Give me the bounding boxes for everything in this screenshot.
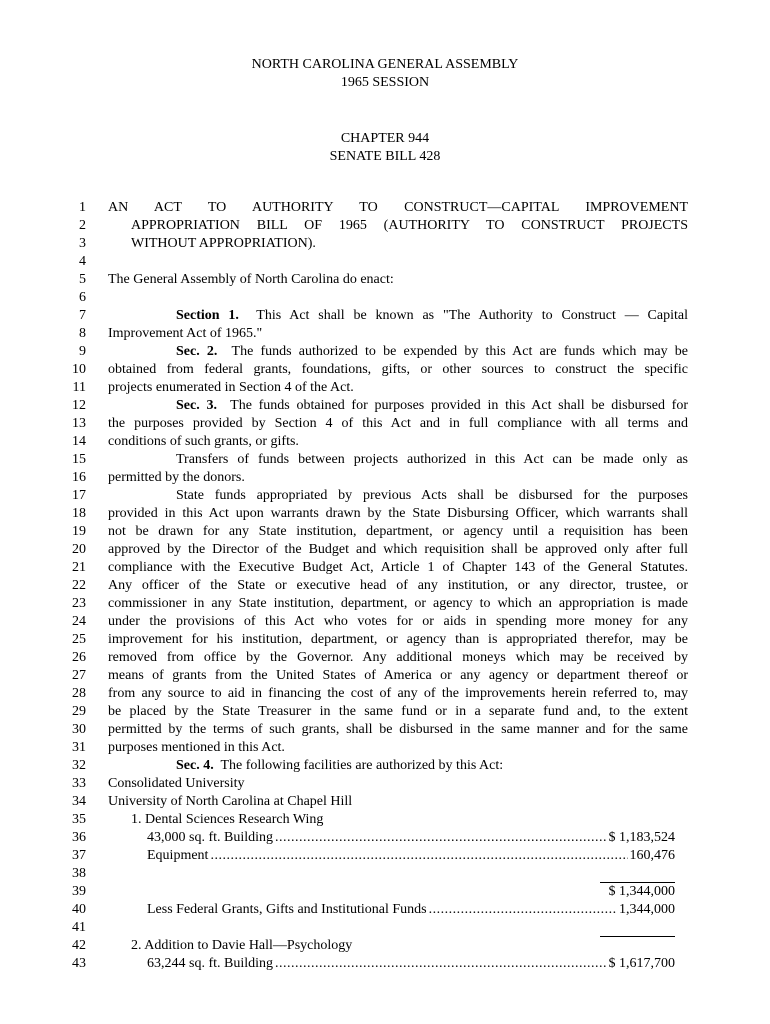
- blank-line: [108, 289, 688, 307]
- line-number: 10: [72, 362, 86, 377]
- act-title-line: APPROPRIATION BILL OF 1965 (AUTHORITY TO CONSTRUCT PROJECTS: [131, 218, 688, 233]
- line-number: 40: [72, 902, 86, 917]
- section-text: approved by the Director of the Budget and which requisition shall be approved only after full: [108, 542, 688, 557]
- section-2: [108, 343, 688, 361]
- budget-row: [108, 901, 675, 919]
- section-text: provided in this Act upon warrants drawn by the State Disbursing Officer, which warrants shall: [108, 506, 688, 521]
- act-title-line: AN ACT TO AUTHORITY TO CONSTRUCT—CAPITAL IMPROVEMENT: [108, 200, 688, 215]
- project-title: 2. Addition to Davie Hall—Psychology: [131, 938, 353, 953]
- line-number: 17: [72, 488, 86, 503]
- section-text: permitted by the donors.: [108, 470, 245, 485]
- blank-line: [108, 253, 688, 271]
- line-number: 35: [72, 812, 86, 827]
- dot-leader: [210, 847, 627, 865]
- section-text: under the provisions of this Act who votes for or aids in spending more money for any: [108, 614, 688, 629]
- section-text: State funds appropriated by previous Acts shall be disbursed for the purposes: [176, 488, 688, 503]
- project-title: 1. Dental Sciences Research Wing: [131, 812, 324, 827]
- line-number: 33: [72, 776, 86, 791]
- total-rule: [600, 865, 675, 883]
- chapter-title: CHAPTER 944: [340, 131, 430, 146]
- section-text: permitted by the terms of such grants, shall be disbursed in the same manner and for the same: [108, 722, 688, 737]
- line-number: 9: [79, 344, 86, 359]
- line-number: 12: [72, 398, 86, 413]
- line-number: 18: [72, 506, 86, 521]
- line-number: 30: [72, 722, 86, 737]
- line-number: 34: [72, 794, 86, 809]
- session-title: 1965 SESSION: [340, 75, 430, 90]
- section-text: be placed by the State Treasurer in the same fund or in a separate fund and, to the extent: [108, 704, 688, 719]
- line-number: 11: [72, 380, 86, 395]
- section-text: Transfers of funds between projects authorized in this Act can be made only as: [176, 452, 688, 467]
- line-number: 7: [79, 308, 86, 323]
- total-rule-row: [108, 865, 675, 883]
- dot-leader: [275, 829, 606, 847]
- section-label: Sec. 2.: [176, 344, 218, 359]
- line-number: 21: [72, 560, 86, 575]
- section-text: projects enumerated in Section 4 of the Act.: [108, 380, 354, 395]
- line-number: 4: [79, 254, 86, 269]
- section-text: Any officer of the State or executive head of any institution, or any director, trustee, or: [108, 578, 688, 593]
- budget-label: 63,244 sq. ft. Building: [147, 956, 274, 971]
- section-4: [108, 757, 688, 775]
- section-text: from any source to aid in financing the cost of any of the improvements herein referred to, may: [108, 686, 688, 701]
- total-rule: [600, 919, 675, 937]
- section-text: conditions of such grants, or gifts.: [108, 434, 299, 449]
- line-number: 32: [72, 758, 86, 773]
- line-number: 3: [79, 236, 86, 251]
- section-text: The funds authorized to be expended by this Act are funds which may be: [231, 344, 688, 359]
- line-number: 27: [72, 668, 86, 683]
- line-number: 26: [72, 650, 86, 665]
- line-number: 13: [72, 416, 86, 431]
- total-rule-row: [108, 919, 675, 937]
- section-text: the purposes provided by Section 4 of this Act and in full compliance with all terms and: [108, 416, 688, 431]
- act-title-line: WITHOUT APPROPRIATION).: [131, 236, 316, 251]
- line-number: 16: [72, 470, 86, 485]
- budget-amount: 1,344,000: [619, 902, 675, 917]
- budget-amount: $ 1,183,524: [608, 830, 675, 845]
- line-number: 43: [72, 956, 86, 971]
- section-text: compliance with the Executive Budget Act, Article 1 of Chapter 143 of the General Statutes.: [108, 560, 688, 575]
- line-number: 25: [72, 632, 86, 647]
- line-number: 6: [79, 290, 86, 305]
- line-number: 14: [72, 434, 86, 449]
- line-number: 29: [72, 704, 86, 719]
- line-number: 39: [72, 884, 86, 899]
- line-number: 19: [72, 524, 86, 539]
- line-number-gutter: [50, 199, 86, 973]
- budget-total: $ 1,344,000: [608, 884, 675, 899]
- line-number: 8: [79, 326, 86, 341]
- budget-amount: $ 1,617,700: [608, 956, 675, 971]
- section-label: Section 1.: [176, 308, 239, 323]
- budget-amount: 160,476: [629, 848, 675, 863]
- line-number: 2: [79, 218, 86, 233]
- campus-heading: University of North Carolina at Chapel Hill: [108, 794, 353, 809]
- line-number: 31: [72, 740, 86, 755]
- section-text: improvement for his institution, department, or agency than is appropriated therefor, may be: [108, 632, 688, 647]
- line-number: 38: [72, 866, 86, 881]
- line-number: 23: [72, 596, 86, 611]
- budget-row: [108, 829, 675, 847]
- section-text: commissioner in any State institution, department, or agency to which an appropriation is made: [108, 596, 688, 611]
- line-number: 37: [72, 848, 86, 863]
- document-body: [108, 199, 688, 973]
- section-label: Sec. 3.: [176, 398, 217, 413]
- enacting-clause: The General Assembly of North Carolina do enact:: [108, 272, 394, 287]
- section-text: not be drawn for any State institution, department, or agency until a requisition has been: [108, 524, 688, 539]
- line-number: 28: [72, 686, 86, 701]
- line-number: 24: [72, 614, 86, 629]
- bill-title: SENATE BILL 428: [329, 149, 441, 164]
- budget-row: [108, 847, 675, 865]
- section-text: Improvement Act of 1965.": [108, 326, 263, 341]
- section-text: obtained from federal grants, foundations, gifts, or other sources to construct the specific: [108, 362, 688, 377]
- budget-label: 43,000 sq. ft. Building: [147, 830, 274, 845]
- line-number: 36: [72, 830, 86, 845]
- line-number: 42: [72, 938, 86, 953]
- section-label: Sec. 4.: [176, 758, 214, 773]
- section-text: The funds obtained for purposes provided in this Act shall be disbursed for: [230, 398, 688, 413]
- budget-row: [108, 955, 675, 973]
- section-3: [108, 397, 688, 415]
- assembly-title: NORTH CAROLINA GENERAL ASSEMBLY: [251, 57, 519, 72]
- dot-leader: [429, 901, 617, 919]
- budget-label: Equipment: [147, 848, 209, 863]
- section-1: [108, 307, 688, 325]
- section-text: purposes mentioned in this Act.: [108, 740, 285, 755]
- line-number: 20: [72, 542, 86, 557]
- line-number: 1: [79, 200, 86, 215]
- line-number: 41: [72, 920, 86, 935]
- budget-label: Less Federal Grants, Gifts and Institutional Funds: [147, 902, 427, 917]
- line-number: 15: [72, 452, 86, 467]
- section-text: This Act shall be known as "The Authority to Construct — Capital: [256, 308, 688, 323]
- section-text: The following facilities are authorized by this Act:: [220, 758, 504, 773]
- line-number: 22: [72, 578, 86, 593]
- section-text: removed from office by the Governor. Any additional moneys which may be received by: [108, 650, 688, 665]
- line-number: 5: [79, 272, 86, 287]
- dot-leader: [275, 955, 606, 973]
- institution-heading: Consolidated University: [108, 776, 245, 791]
- section-text: means of grants from the United States of America or any agency or department thereof or: [108, 668, 688, 683]
